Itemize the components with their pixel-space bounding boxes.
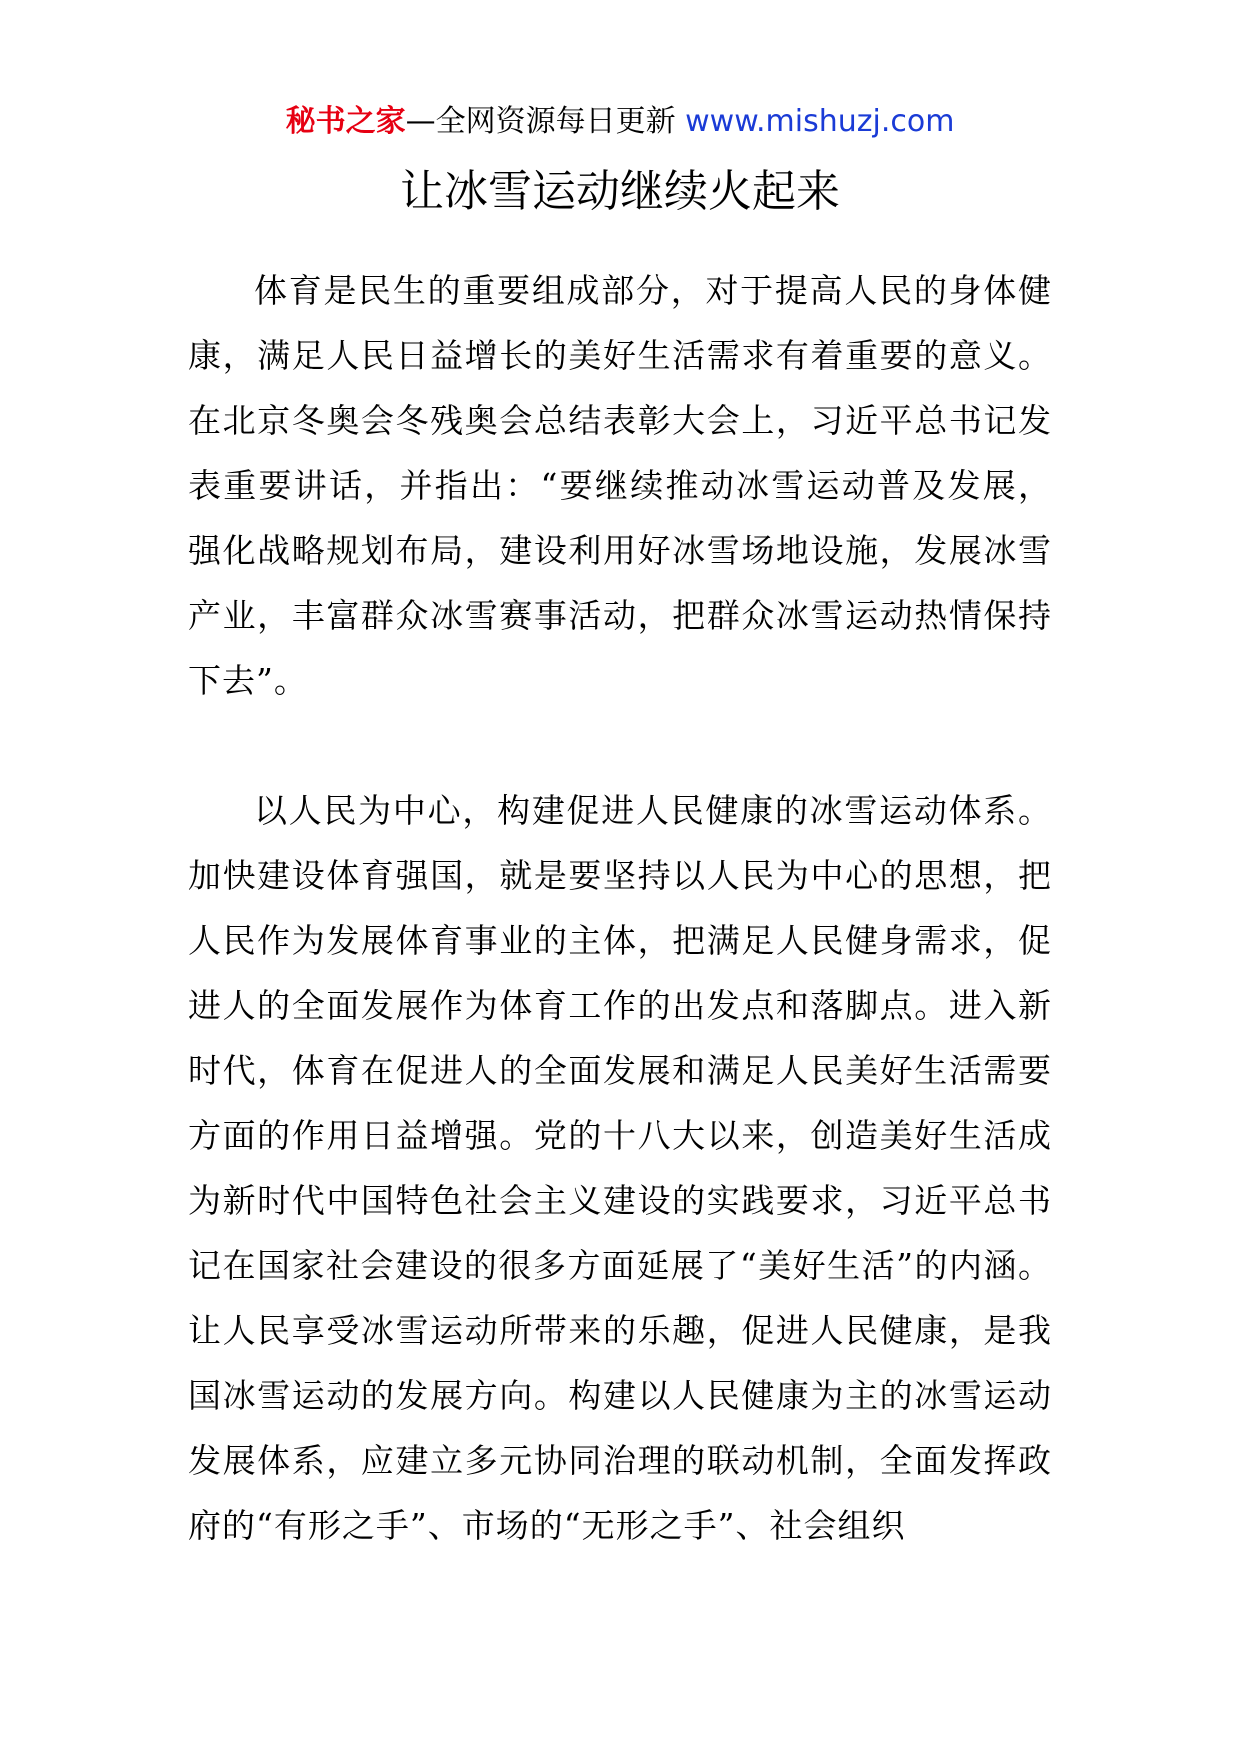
page-title: 让冰雪运动继续火起来 <box>400 166 840 217</box>
header-tagline: —全网资源每日更新 <box>405 104 676 139</box>
header-site-link[interactable]: www.mishuzj.com <box>685 104 955 139</box>
paragraph: 体育是民生的重要组成部分，对于提高人民的身体健康，满足人民日益增长的美好生活需求有着重要的意义。在北京冬奥会冬残奥会总结表彰大会上，习近平总书记发表重要讲话，并指出：“要继续推动冰雪运动普及发展，强化战略规划布局，建设利用好冰雪场地设施，发展冰雪产业，丰富群众冰雪赛事活动，把群众冰雪运动热情保持下去”。 <box>188 271 1052 700</box>
header-brand: 秘书之家 <box>285 104 406 139</box>
paragraph: 以人民为中心，构建促进人民健康的冰雪运动体系。加快建设体育强国，就是要坚持以人民为中心的思想，把人民作为发展体育事业的主体，把满足人民健身需求，促进人的全面发展作为体育工作的出发点和落脚点。进入新时代，体育在促进人的全面发展和满足人民美好生活需要方面的作用日益增强。党的十八大以来，创造美好生活成为新时代中国特色社会主义建设的实践要求，习近平总书记在国家社会建设的很多方面延展了“美好生活”的内涵。让人民享受冰雪运动所带来的乐趣，促进人民健康，是我国冰雪运动的发展方向。构建以人民健康为主的冰雪运动发展体系，应建立多元协同治理的联动机制，全面发挥政府的“有形之手”、市场的“无形之手”、社会组织 <box>188 791 1052 1545</box>
article-body <box>188 258 1052 1558</box>
site-header <box>0 102 1240 142</box>
